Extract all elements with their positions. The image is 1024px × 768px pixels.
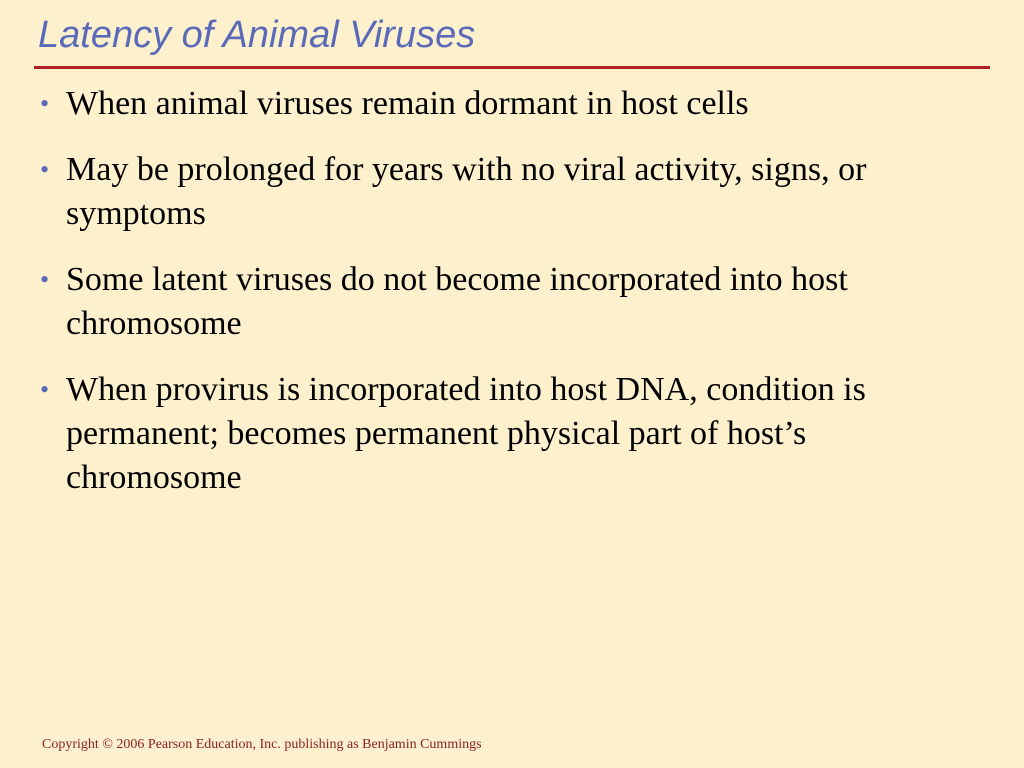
- bullet-dot-icon: •: [40, 375, 50, 404]
- bullet-item: [40, 82, 970, 126]
- bullet-text: Some latent viruses do not become incorporated into host chromosome: [66, 261, 848, 342]
- title-underline: [34, 66, 990, 69]
- bullet-item: [40, 148, 970, 236]
- slide-title: Latency of Animal Viruses: [38, 14, 476, 56]
- bullet-list: [40, 82, 970, 522]
- bullet-item: [40, 368, 970, 500]
- bullet-dot-icon: •: [40, 265, 50, 294]
- bullet-dot-icon: •: [40, 155, 50, 184]
- bullet-text: May be prolonged for years with no viral activity, signs, or symptoms: [66, 151, 867, 232]
- bullet-dot-icon: •: [40, 89, 50, 118]
- bullet-item: [40, 258, 970, 346]
- bullet-text: When animal viruses remain dormant in host cells: [66, 85, 749, 122]
- copyright-footer: Copyright © 2006 Pearson Education, Inc. publishing as Benjamin Cummings: [42, 737, 482, 752]
- bullet-text: When provirus is incorporated into host DNA, condition is permanent; becomes permanent physical part of host’s chromosome: [66, 371, 866, 496]
